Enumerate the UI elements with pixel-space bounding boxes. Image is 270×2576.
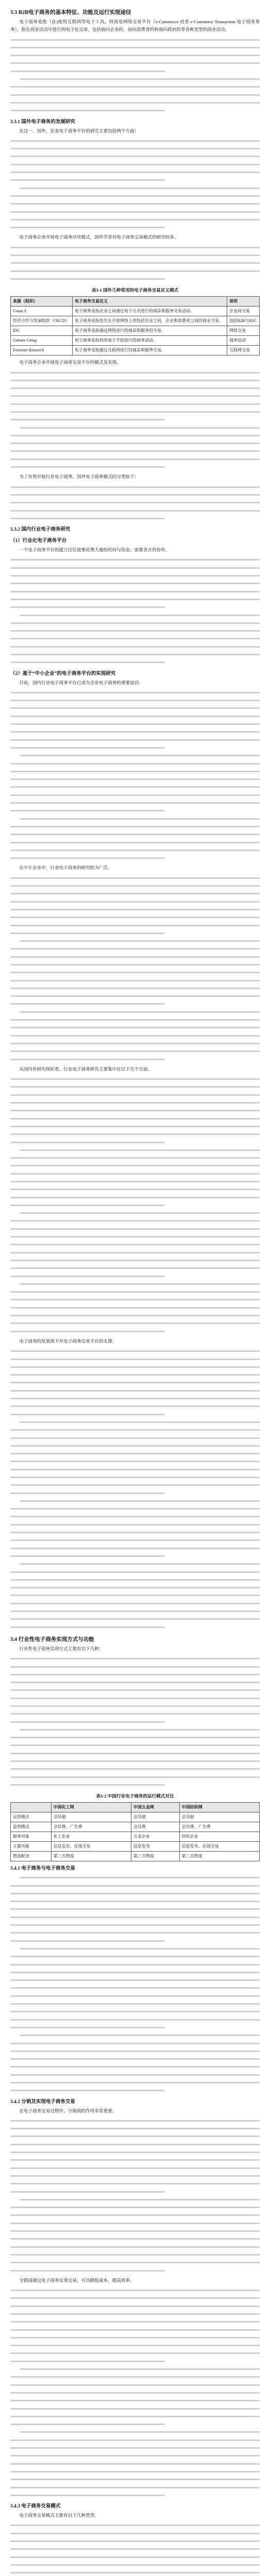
table-row [11, 1852, 260, 1861]
table-cell: 主要功能 [11, 1842, 52, 1852]
section-heading-3-4: 3.4 行业性电子商务实现方式与功能 [10, 1636, 94, 1642]
table-cell: 电子商务是指通过互联网进行的商品和服务交易。 [72, 346, 227, 355]
table-cell: 包括B2B与B2C [227, 316, 260, 326]
table-cell: 电子商务是指发生在开放网络上的包括企业之间、企业和消费者之间的商业交易。 [72, 316, 227, 326]
paragraph-body [10, 244, 260, 283]
table-cell: 信息发布、在线交易 [179, 1842, 259, 1852]
table-cell: 会员费、广告费 [51, 1822, 131, 1832]
table-cell: 会员制 [131, 1812, 179, 1822]
table-cell: 企业间交易 [227, 307, 260, 316]
table-cell: 盈利模式 [11, 1822, 52, 1832]
table-cell: 商务活动 [227, 336, 260, 346]
table-cell: Gartner Group [11, 336, 73, 346]
table-cell: 第三方物流 [51, 1852, 131, 1861]
table-header-cell: 中国纺织网 [179, 1803, 259, 1812]
table-cell: 互联网交易 [227, 346, 260, 355]
table-header-cell: 说明 [227, 297, 260, 307]
section-heading-3-3-2: 3.3.2 国内行业电子商务研究 [10, 527, 71, 533]
paragraph: 电子商务企业开展电子商务应用模式，国外学者对电子商务交易模式的研究较多。 [19, 234, 179, 240]
table-header-cell: 电子商务交易定义 [72, 297, 227, 307]
table-cell: 物流配送 [11, 1852, 52, 1861]
table-cell: 第三方物流 [131, 1852, 179, 1861]
section-heading-3-3: 3.3 B2B电子商务的基本特征、功能及运行实现途径 [10, 10, 131, 15]
section-heading-3-3-1: 3.3.1 国外电子商务的发展研究 [10, 119, 75, 125]
table-header-cell [11, 1803, 52, 1812]
table-row [11, 336, 260, 346]
table-cell: 经济合作与发展组织（OECD） [11, 316, 73, 326]
paragraph-body [10, 1347, 260, 1631]
table-row [11, 346, 260, 355]
paragraph: 分销商通过电子商务实现交易，可以降低成本，提高效率。 [19, 2277, 134, 2283]
table-cell: Coase 3 [11, 307, 73, 316]
paragraph-body [10, 1874, 260, 2094]
paragraph: 电子商务是指（在)使用互联网等电子工具，特别是网络交易平台（e-Commerce 或者 e-Commerce Transaction 电子商务事务），指在商业活动中进行的电子化交易，包括面向企业的、面向消费者的和面向政府的等各种类型的商业活动。 [10, 19, 260, 32]
paragraph: 一个电子商务平台的建立往往需要花费大量的时间与资金，需要各方的协作。 [19, 547, 170, 553]
paragraph-body [10, 556, 260, 666]
paragraph: 行业性电子商务实现方式主要有以下几种： [19, 1646, 104, 1651]
paragraph-body [10, 483, 260, 522]
table-row [11, 307, 260, 316]
table-caption: 表3-1 国外几种常用的电子商务交易定义模式 [91, 287, 179, 293]
table-row [11, 1842, 260, 1852]
table-cell: 纺织企业 [179, 1832, 259, 1842]
table-cell: Forrester Research [11, 346, 73, 355]
section-heading-3-4-2: 3.4.2 分销及实现电子商务交易 [10, 2099, 75, 2105]
table-cell: 会员费、广告费 [179, 1822, 259, 1832]
table-row [11, 326, 260, 336]
paragraph: 在这一、国外、企业电子商务平台的研究主要包括两个方面： [19, 128, 139, 133]
paragraph-body [10, 689, 260, 862]
table-cell: 会员费 [131, 1822, 179, 1832]
table-row [11, 316, 260, 326]
section-heading-3-4-1: 3.4.1 电子商务与电子商务交易 [10, 1866, 75, 1872]
table-cell: 化工企业 [51, 1832, 131, 1842]
paragraph-body [10, 2117, 260, 2275]
table-header-cell: 中国化工网 [51, 1803, 131, 1812]
table-cell: IDC [11, 326, 73, 336]
paragraph: 目前，国内行业电子商务平台已成为企业电子商务的重要途径。 [19, 680, 143, 685]
table-cell: 五金企业 [131, 1832, 179, 1842]
table-cell: 电子商务是指利用电子手段进行的商务活动。 [72, 336, 227, 346]
table-caption: 表3-2 中国行业电子商务的运行模式对比 [96, 1793, 174, 1799]
section-heading-3-3-2-1: （1）行业化电子商务平台 [10, 538, 67, 544]
paragraph: 从国内外研究现状看，行业电子商务研究主要集中在以下几个方面。 [19, 1066, 153, 1072]
definition-table [10, 296, 260, 355]
table-row [11, 1832, 260, 1842]
paragraph: 在电子商务交易过程中，分销商的作用非常重要。 [19, 2108, 117, 2113]
table-header-cell: 中国五金网 [131, 1803, 179, 1812]
paragraph-body [10, 2521, 260, 2576]
table-header-cell: 来源（组织） [11, 297, 73, 307]
paragraph-body [10, 2286, 260, 2499]
paragraph: 在中小企业中，行业电子商务的研究较为广泛。 [19, 865, 112, 871]
paragraph: 电子商务企业开展电子商务交易平台的模式及实现。 [19, 360, 121, 365]
paragraph-body [10, 137, 260, 232]
table-cell: 服务对象 [11, 1832, 52, 1842]
comparison-table [10, 1802, 260, 1861]
paragraph-body [10, 874, 260, 1063]
paragraph: 为了有效开展行业电子商务，国外电子商务模式的分类如下： [19, 474, 139, 480]
table-row [11, 1812, 260, 1822]
table-cell: 信息发布 [131, 1842, 179, 1852]
paragraph-body [10, 1075, 260, 1335]
paragraph: 电子商务交易模式主要有以下几种类型。 [19, 2513, 99, 2518]
paragraph-body [10, 369, 260, 471]
paragraph: 电子商务的发展离不开电子商务交易平台的支撑。 [19, 1338, 117, 1344]
table-cell: 会员制 [51, 1812, 131, 1822]
paragraph-body [10, 36, 260, 115]
table-cell: 电子商务是指企业之间通过电子方式进行的商品和服务交易活动。 [72, 307, 227, 316]
table-cell: 信息发布、在线交易 [51, 1842, 131, 1852]
table-cell: 网络交易 [227, 326, 260, 336]
table-cell: 会员制 [179, 1812, 259, 1822]
section-heading-3-4-3: 3.4.3 电子商务交易模式 [10, 2504, 61, 2510]
table-cell: 第三方物流 [179, 1852, 259, 1861]
paragraph-body [10, 1655, 260, 1789]
table-cell: 电子商务是指通过网络进行的商品和服务的交易。 [72, 326, 227, 336]
section-heading-3-3-2-2: （2）基于“中小企业”的电子商务平台的实现研究 [10, 671, 116, 676]
table-cell: 运营模式 [11, 1812, 52, 1822]
table-row [11, 1822, 260, 1832]
